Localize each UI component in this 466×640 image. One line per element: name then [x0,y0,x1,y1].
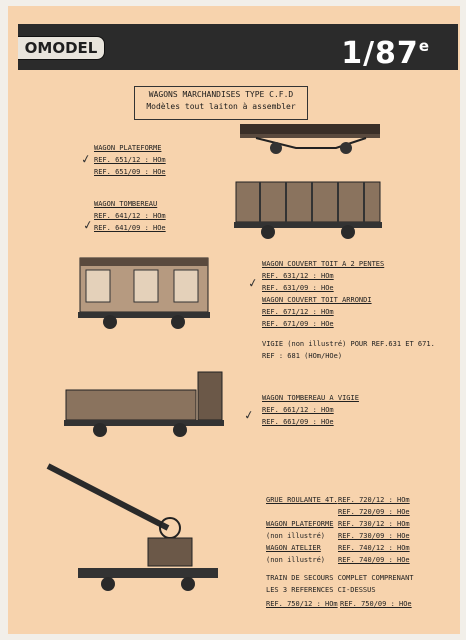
tombereau-ref1: REF. 641/12 : HOm [94,212,166,220]
vigie-wagon-illustration [60,366,236,440]
vigie-note: VIGIE (non illustré) POUR REF.631 ET 671. [262,340,435,348]
couvert-ref1: REF. 631/12 : HOm [262,272,334,280]
couvert-ref4: REF. 671/09 : HOe [262,320,334,328]
brand-logo: OMODEL [18,36,105,60]
vigie-ref: REF : 681 (HOm/HOe) [262,352,343,360]
title-line-2: Modèles tout laiton à assembler [146,102,296,111]
couvert-ref3: REF. 671/12 : HOm [262,308,334,316]
grue-label-3: WAGON PLATEFORME [266,520,334,528]
catalog-sheet [8,6,460,634]
couvert-ref2: REF. 631/09 : HOe [262,284,334,292]
grue-ref-5: REF. 740/12 : HOm [338,544,410,552]
couvert-name-2: WAGON COUVERT TOIT ARRONDI [262,296,372,304]
grue-label-5: WAGON ATELIER [266,544,321,552]
flat-wagon-illustration [236,118,384,158]
grue-ref-1: REF. 720/12 : HOm [338,496,410,504]
crane-illustration [38,458,220,596]
grue-ref-2: REF. 720/09 : HOe [338,508,410,516]
grue-ref-6: REF. 740/09 : HOe [338,556,410,564]
tombereau-name: WAGON TOMBEREAU [94,200,158,208]
vigie-wagon-ref2: REF. 661/09 : HOe [262,418,334,426]
tombereau-ref2: REF. 641/09 : HOe [94,224,166,232]
train-line-2: LES 3 REFERENCES CI-DESSUS [266,586,376,594]
train-line-1: TRAIN DE SECOURS COMPLET COMPRENANT [266,574,414,582]
plateforme-ref1: REF. 651/12 : HOm [94,156,166,164]
plateforme-ref2: REF. 651/09 : HOe [94,168,166,176]
check-mark: ✓ [242,407,256,423]
grue-label-1: GRUE ROULANTE 4T. [266,496,338,504]
open-wagon-illustration [230,176,386,244]
scale-title: 1/87e [341,36,430,71]
title-line-1: WAGONS MARCHANDISES TYPE C.F.D [148,90,294,99]
title-box [134,86,308,120]
train-ref-1: REF. 750/12 : HOm [266,600,338,608]
train-ref-2: REF. 750/09 : HOe [340,600,412,608]
check-mark: ✓ [79,151,93,167]
couvert-name-1: WAGON COUVERT TOIT A 2 PENTES [262,260,385,268]
vigie-wagon-name: WAGON TOMBEREAU A VIGIE [262,394,359,402]
grue-label-4: (non illustré) [266,532,326,540]
check-mark: ✓ [81,217,95,233]
grue-ref-3: REF. 730/12 : HOm [338,520,410,528]
vigie-wagon-ref1: REF. 661/12 : HOm [262,406,334,414]
covered-wagon-illustration [74,252,214,332]
grue-ref-4: REF. 730/09 : HOe [338,532,410,540]
grue-label-6: (non illustré) [266,556,326,564]
check-mark: ✓ [246,275,260,291]
header-bar [18,24,458,70]
plateforme-name: WAGON PLATEFORME [94,144,162,152]
